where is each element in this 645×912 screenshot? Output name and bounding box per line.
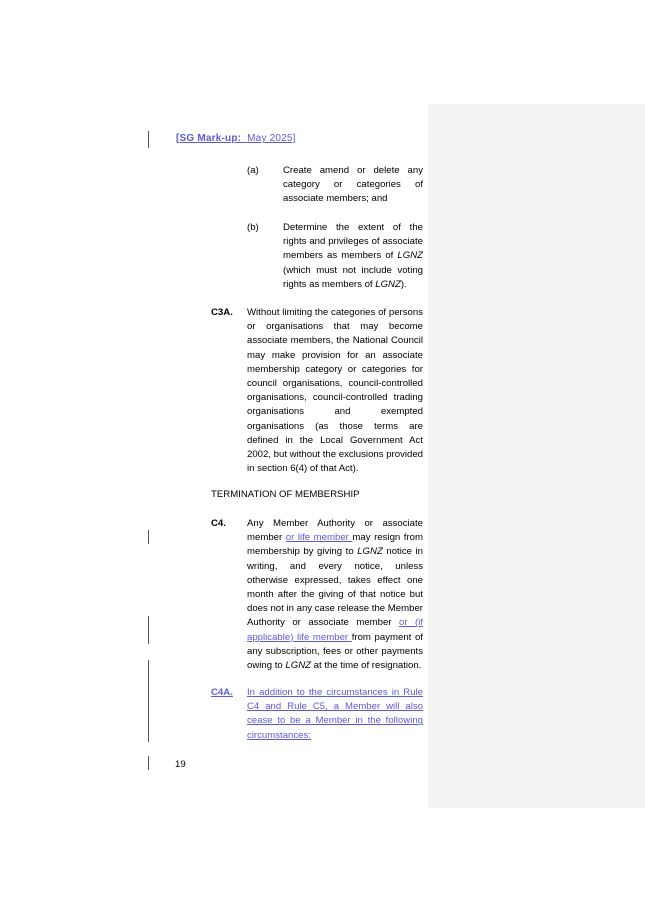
comment-pane [428, 104, 645, 808]
clause-c4a-text: In addition to the circumstances in Rule C4 and Rule C5, a Member will also cease to be a Member in the following circumstances: [247, 687, 423, 741]
item-a-text: Create amend or delete any category or categories of associate members; and [283, 165, 423, 205]
inserted-text: or (if applicable) life member [247, 617, 423, 643]
item-b-label: (b) [247, 222, 259, 233]
change-bar [148, 660, 149, 742]
change-bar [148, 131, 149, 148]
markup-date: May 2025] [247, 133, 296, 144]
clause-c3a-label: C3A. [211, 307, 233, 318]
inserted-text: or life member [285, 532, 353, 544]
section-heading: TERMINATION OF MEMBERSHIP [211, 489, 360, 500]
clause-c3a-text: Without limiting the categories of persons or organisations that may become associate members, the National Council may make provision for an associate membership category or categories for council organisations, council-controlled organisations, council-controlled trading organisations and exempted organisations (as those terms are defined in the Local Government Act 2002, but without the exclusions provided in section 6(4) of that Act). [247, 307, 423, 475]
clause-c4-text: Any Member Authority or associate member or life member may resign from membership by giving to LGNZ notice in writing, and every notice, unless otherwise expressed, takes effect one month after the giving of that notice but does not in any case release the Member Authority or associate member or (if applicable) life member from payment of any subscription, fees or other payments owing to LGNZ at the time of resignation. [247, 518, 423, 672]
change-bar [148, 756, 149, 770]
change-bar [148, 616, 149, 644]
clause-c4-label: C4. [211, 518, 226, 529]
item-b-text: Determine the extent of the rights and privileges of associate members as members of LGNZ (which must not include voting rights as members of LGNZ). [283, 222, 423, 290]
item-a-label: (a) [247, 165, 259, 176]
markup-tag: [SG Mark-up: [176, 133, 242, 144]
clause-c4a-label: C4A. [211, 687, 233, 698]
change-bar [148, 530, 149, 544]
markup-header [176, 133, 296, 144]
page-number: 19 [175, 759, 186, 770]
